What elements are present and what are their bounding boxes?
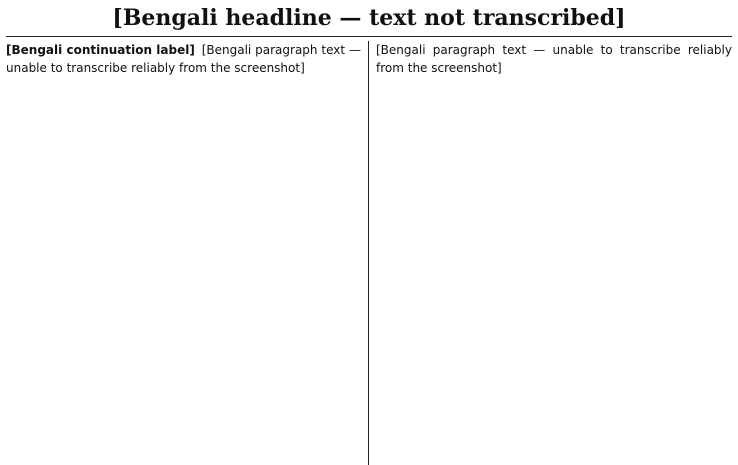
left-column: [6, 41, 369, 465]
headline-divider: [6, 36, 732, 37]
left-column-paragraph: [6, 41, 361, 77]
jump-reference: [Bengali continuation label]: [6, 43, 195, 57]
article-headline: [Bengali headline — text not transcribed]: [112, 5, 626, 31]
right-column-paragraph: [376, 41, 732, 77]
left-column-text: [Bengali paragraph text — unable to transcribe reliably from the screenshot]: [6, 43, 361, 75]
right-column: [369, 41, 732, 465]
article-columns: [6, 41, 732, 465]
right-column-text: [Bengali paragraph text — unable to transcribe reliably from the screenshot]: [376, 43, 732, 75]
